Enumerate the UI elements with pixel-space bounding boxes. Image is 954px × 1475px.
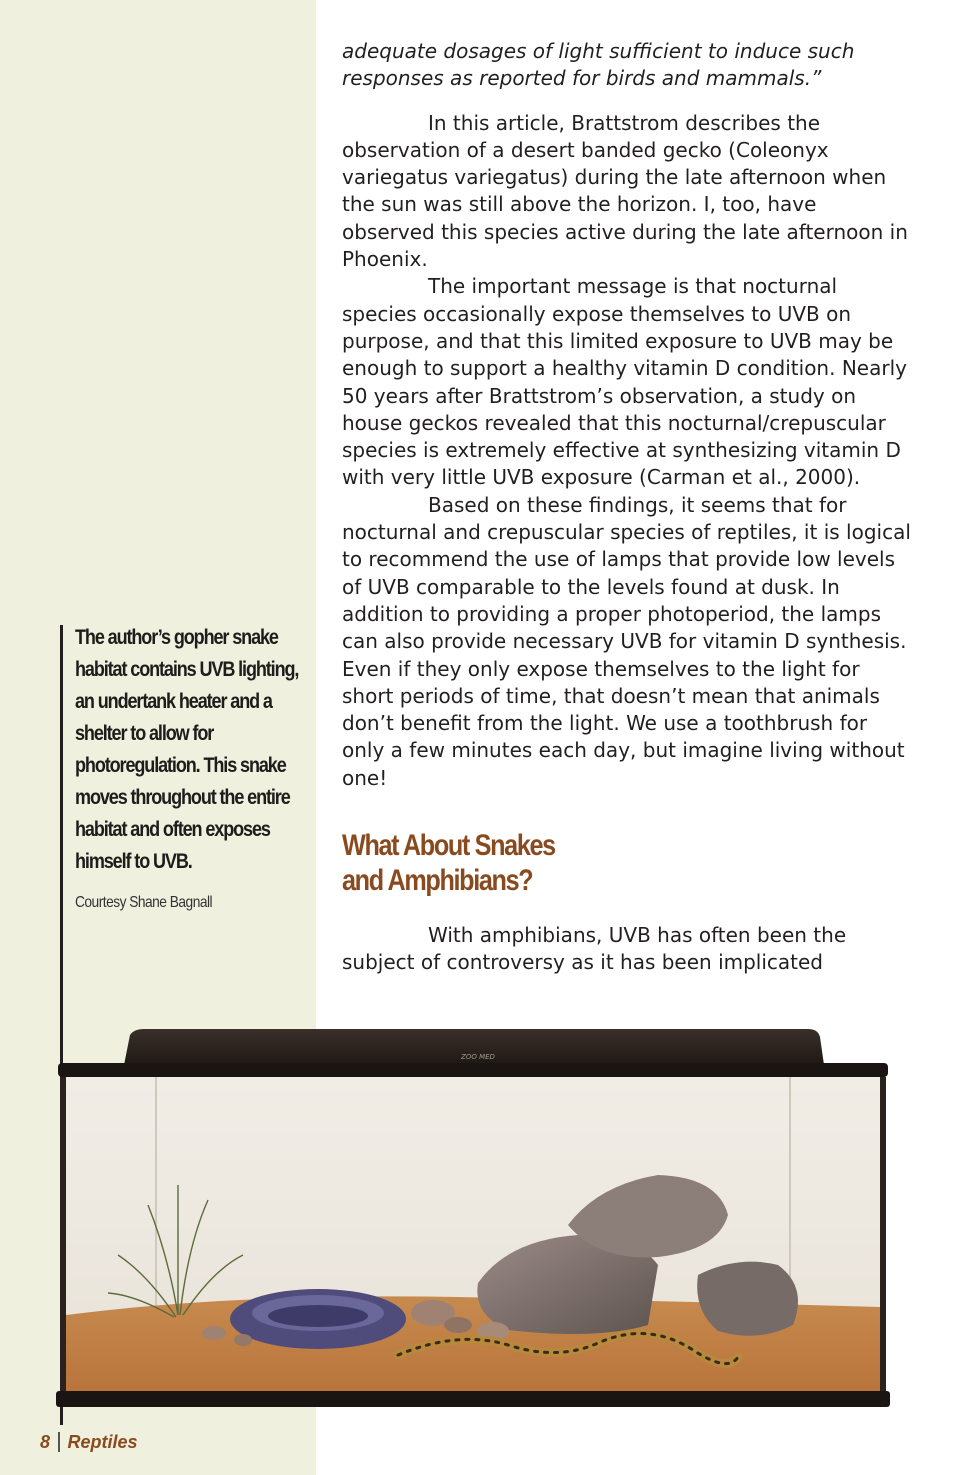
section-heading: What About Snakes and Amphibians? [342, 829, 555, 898]
magazine-name: Reptiles [67, 1432, 138, 1452]
photo-credit: Courtesy Shane Bagnall [75, 894, 213, 911]
page-footer [40, 1432, 138, 1453]
tank-base [56, 1391, 890, 1407]
paragraph-3: Based on these findings, it seems that for nocturnal and crepuscular species of reptiles, it is logical to recommend the use of lamps that provide low levels of UVB comparable to the levels found at dusk. In addition to providing a proper photoperiod, the lamps can also provide necessary UVB for vitamin D synthesis. Even if they only expose themselves to the light for short periods of time, that doesn’t mean that animals don’t benefit from the light. We use a toothbrush for only a few minutes each day, but imagine living without one! [342, 492, 911, 790]
paragraph-2: The important message is that nocturnal species occasionally expose themselves to UVB on purpose, and that this limited exposure to UVB may be enough to support a healthy vitamin D condition. Nearly 50 years after Brattstrom’s observation, a study on house geckos revealed that this nocturnal/crepuscular species is extremely effective at synthesizing vitamin D with very little UVB exposure (Carman et al., 2000). [342, 274, 907, 490]
lid-brand-logo: ZOO MED [461, 1053, 495, 1061]
paragraph-1: In this article, Brattstrom describes the observation of a desert banded gecko (Coleonyx variegatus variegatus) during the late afternoon when the sun was still above the horizon. I, too, have observed this species active during the late afternoon in Phoenix. [342, 110, 908, 272]
quote-continuation: adequate dosages of light sufficient to induce such responses as reported for birds and mammals.” [342, 39, 855, 91]
paragraph-4: With amphibians, UVB has often been the subject of controversy as it has been implicated [342, 923, 847, 975]
page-number: 8 [40, 1432, 51, 1452]
photo-caption [75, 622, 305, 914]
terrarium-photo [38, 1025, 896, 1435]
footer-separator [58, 1432, 60, 1452]
frame-left [60, 1077, 66, 1407]
tank-lid [58, 1029, 888, 1077]
article-body [342, 38, 914, 977]
water-dish [230, 1289, 406, 1349]
caption-text: The author’s gopher snake habitat contains UVB lighting, an undertank heater and a shelter to allow for photoregulation. This snake moves throughout the entire habitat and often exposes himself to UVB. [75, 626, 299, 873]
frame-right [880, 1077, 886, 1407]
